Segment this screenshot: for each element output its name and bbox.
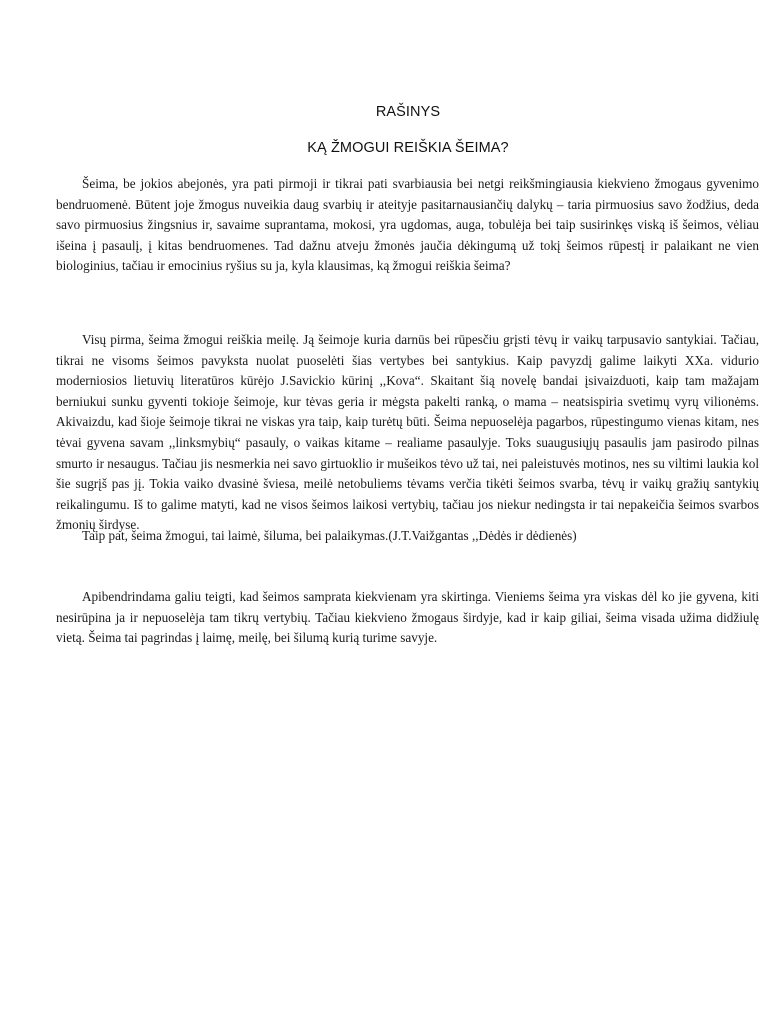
document-subtitle: KĄ ŽMOGUI REIŠKIA ŠEIMA? — [307, 140, 509, 156]
paragraph-happiness: Taip pat, šeima žmogui, tai laimė, šiluma, bei palaikymas.(J.T.Vaižgantas ,,Dėdės ir dėdienės) — [82, 528, 577, 543]
paragraph-introduction: Šeima, be jokios abejonės, yra pati pirmoji ir tikrai pati svarbiausia bei netgi reikšmingiausia kiekvieno žmogaus gyvenimo bendruomenė. Būtent joje žmogus nuveikia daug svarbių ir ateityje pasitarnausiančių dalykų – taria pirmuosius savo žodžius, deda savo pirmuosius žingsnius ir, savaime suprantama, mokosi, yra ugdomas, auga, tobulėja bei taip susirinkęs viską iš šeimos, vėliau išeina į pasaulį, į kitas bendruomenes. Tad dažnu atveju žmonės jaučia dėkingumą už tokį šeimos rūpestį ir palaikant ne vien biologinius, tačiau ir emocinius ryšius su ja, kyla klausimas, ką žmogui reiškia šeima? — [56, 176, 759, 274]
paragraph-conclusion: Apibendrindama galiu teigti, kad šeimos samprata kiekvienam yra skirtinga. Vieniems šeima yra viskas dėl ko jie gyvena, kiti nesirūpina ja ir nepuoselėja tam tikrų vertybių. Tačiau kiekvieno žmogaus širdyje, kad ir kaip giliai, šeima visada užima didžiulę vietą. Šeima tai pagrindas į laimę, meilę, bei šilumą kurią turime savyje. — [56, 589, 759, 646]
paragraph-love: Visų pirma, šeima žmogui reiškia meilę. Ją šeimoje kuria darnūs bei rūpesčiu grįsti tėvų ir vaikų tarpusavio santykiai. Tačiau, tikrai ne visoms šeimos pavyksta nuolat puoselėti šias vertybes bei santykius. Kaip pavyzdį galime laikyti XXa. vidurio moderniosios lietuvių literatūros kūrėjo J.Savickio kūrinį ,,Kova“. Skaitant šią novelę bandai įsivaizduoti, kaip tam mažajam berniukui sunku gyventi tokioje šeimoje, kur tėvas geria ir mėgsta pakelti ranką, o mama – neatsispiria svetimų vyrų vilionėms. Akivaizdu, kad šioje šeimoje tikrai ne viskas yra taip, kaip turėtų būti. Šeima nepuoselėja pagarbos, rūpestingumo vienas kitam, nes tėvai gyvena savam ,,linksmybių“ pasauly, o vaikas kitame – realiame pasaulyje. Toks suaugusiųjų pasaulis jam pasirodo pilnas smurto ir nesaugus. Tačiau jis nesmerkia nei savo girtuoklio ir mušeikos tėvo už tai, nei paleistuvės motinos, nes su viltimi laukia kol šie sugrįš pas jį. Tokia vaiko dvasinė šviesa, meilė netobuliems tėvams verčia tikėti šeimos svarba, tėvų ir vaikų gražių santykių reikalingumu. Iš to galime matyti, kad ne visos šeimos laikosi vertybių, tačiau jos niekur nedingsta ir tai nepakeičia šeimos svarbos žmonių širdyse. — [56, 332, 759, 533]
document-title: RAŠINYS — [375, 104, 441, 120]
